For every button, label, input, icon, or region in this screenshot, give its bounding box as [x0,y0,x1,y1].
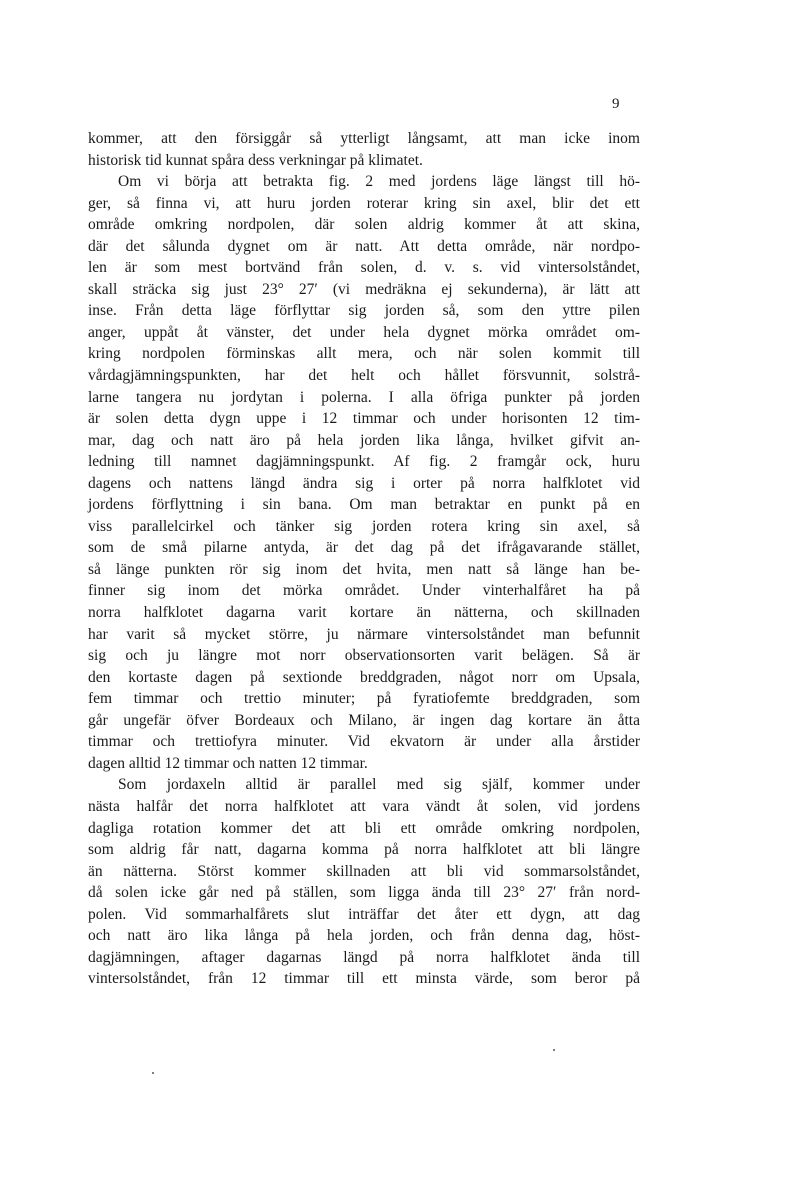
paper-speck [152,1072,154,1074]
text-line: den kortaste dagen på sextionde breddgraden, något norr om Upsala, [88,668,640,686]
text-line: viss parallelcirkel och tänker sig jorden rotera kring sin axel, så [88,517,640,535]
text-line: har varit så mycket större, ju närmare vintersolståndet man befunnit [88,625,640,643]
text-line: som aldrig får natt, dagarna komma på norra halfklotet att bli längre [88,841,640,859]
text-line: Om vi börja att betrakta fig. 2 med jordens läge längst till hö- [118,173,640,191]
text-line: kring nordpolen förminskas allt mera, och när solen kommit till [88,345,640,363]
paragraph [88,128,640,171]
text-line: är solen detta dygn uppe i 12 timmar och under horisonten 12 tim- [88,410,640,428]
text-line: timmar och trettiofyra minuter. Vid ekvatorn är under alla årstider [88,733,640,751]
text-line: dagliga rotation kommer det att bli ett område omkring nordpolen, [88,819,640,837]
text-line: ledning till namnet dagjämningspunkt. Af fig. 2 framgår ock, huru [88,453,640,471]
text-line: där det sålunda dygnet om är natt. Att detta område, när nordpo- [88,237,640,255]
text-line: och natt äro lika långa på hela jorden, och från denna dag, höst- [88,927,640,945]
text-line: nästa halfår det norra halfklotet att vara vändt åt solen, vid jordens [88,797,640,815]
text-line: dagen alltid 12 timmar och natten 12 timmar. [88,754,368,772]
text-line: så länge punkten rör sig inom det hvita, men natt så länge han be- [88,560,640,578]
text-line: vintersolståndet, från 12 timmar till ett minsta värde, som beror på [88,970,640,988]
text-line: polen. Vid sommarhalfårets slut inträffar det åter ett dygn, att dag [88,905,640,923]
paragraph [88,774,640,989]
text-line: vårdagjämningspunkten, har det helt och hållet försvunnit, solstrå- [88,367,640,385]
body-text [88,128,640,990]
text-line: dagens och nattens längd ändra sig i orter på norra halfklotet vid [88,474,640,492]
text-line: larne tangera nu jordytan i polerna. I alla öfriga punkter på jorden [88,388,640,406]
text-line: finner sig inom det mörka området. Under vinterhalfåret ha på [88,582,640,600]
text-line: Som jordaxeln alltid är parallel med sig själf, kommer under [118,776,640,794]
text-line: än nätterna. Störst kommer skillnaden att bli vid sommarsolståndet, [88,862,640,880]
text-line: går ungefär öfver Bordeaux och Milano, är ingen dag kortare än åtta [88,711,640,729]
page-number: 9 [612,96,620,112]
text-line: mar, dag och natt äro på hela jorden lika långa, hvilket gifvit an- [88,431,640,449]
paragraph [88,171,640,774]
text-line: kommer, att den försiggår så ytterligt långsamt, att man icke inom [88,130,640,147]
text-line: fem timmar och trettio minuter; på fyratiofemte breddgraden, som [88,690,640,708]
text-line: historisk tid kunnat spåra dess verkningar på klimatet. [88,151,423,169]
text-line: inse. Från detta läge förflyttar sig jorden så, som den yttre pilen [88,302,640,320]
text-line: ger, så finna vi, att huru jorden roterar kring sin axel, blir det ett [88,194,640,212]
text-line: dagjämningen, aftager dagarnas längd på norra halfklotet ända till [88,948,640,966]
text-line: sig och ju längre mot norr observationsorten varit belägen. Så är [88,647,640,665]
text-line: område omkring nordpolen, där solen aldrig kommer åt att skina, [88,216,640,234]
text-line: skall sträcka sig just 23° 27′ (vi medräkna ej sekunderna), är lätt att [88,280,640,298]
text-line: anger, uppåt åt vänster, det under hela dygnet mörka området om- [88,323,640,341]
text-line: len är som mest bortvänd från solen, d. v. s. vid vintersolståndet, [88,259,640,277]
text-line: norra halfklotet dagarna varit kortare än nätterna, och skillnaden [88,604,640,622]
paper-speck [553,1049,555,1051]
text-line: som de små pilarne antyda, är det dag på det ifrågavarande stället, [88,539,640,557]
text-line: jordens förflyttning i sin bana. Om man betraktar en punkt på en [88,496,640,514]
text-line: då solen icke går ned på ställen, som ligga ända till 23° 27′ från nord- [88,884,640,902]
